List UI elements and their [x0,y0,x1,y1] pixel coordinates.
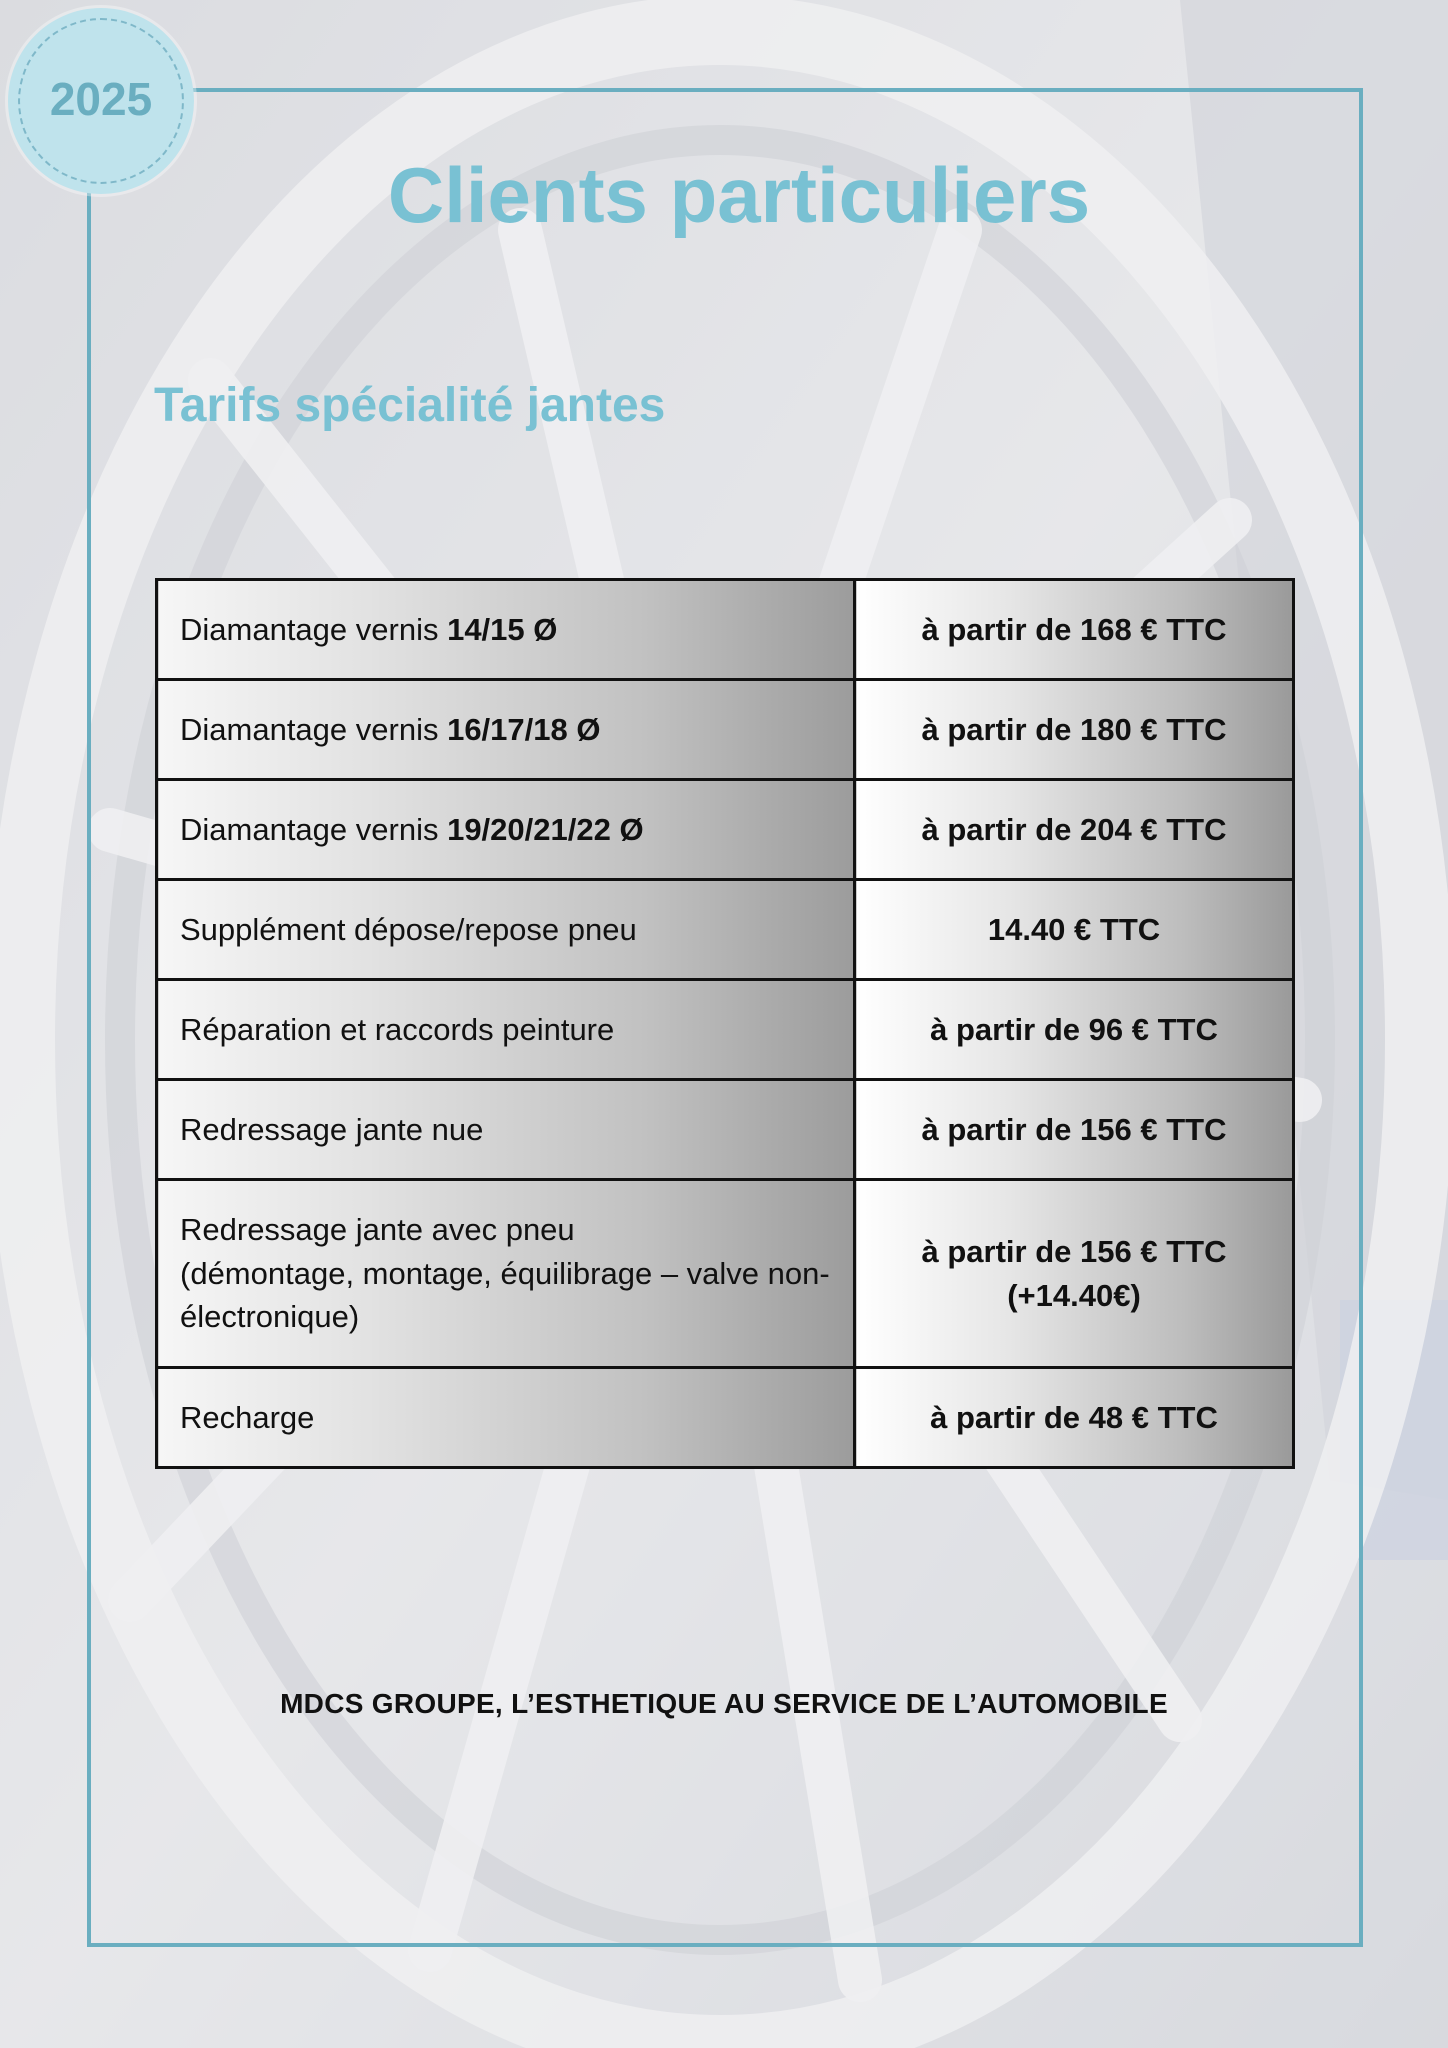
price-label: 14.40 € TTC [987,911,1161,947]
table-row [157,1180,1294,1368]
price-cell [855,1368,1294,1468]
price-label: à partir de 48 € TTC [930,1399,1218,1435]
service-label: Recharge [180,1399,315,1435]
price-cell [855,680,1294,780]
price-label: à partir de 180 € TTC [921,711,1227,747]
rim-size: 16/17/18 Ø [447,711,601,747]
page-subtitle: Tarifs spécialité jantes [154,379,666,432]
price-label: à partir de 96 € TTC [930,1011,1218,1047]
price-cell [855,1080,1294,1180]
table-row [157,1080,1294,1180]
price-cell [855,1180,1294,1368]
service-cell [157,580,855,680]
page-title: Clients particuliers [387,151,1091,239]
service-label: Supplément dépose/repose pneu [180,911,637,947]
table-row [157,680,1294,780]
price-cell [855,980,1294,1080]
footer-tagline: MDCS GROUPE, L’ESTHETIQUE AU SERVICE DE L’AUTOMOBILE [280,1688,1168,1719]
table-row [157,980,1294,1080]
price-label: à partir de 204 € TTC [921,811,1227,847]
service-detail: (démontage, montage, équilibrage – valve non-électronique) [180,1255,830,1335]
price-table [155,578,1295,1469]
service-label: Réparation et raccords peinture [180,1011,615,1047]
table-row [157,880,1294,980]
table-row [157,1368,1294,1468]
price-label: à partir de 168 € TTC [921,611,1227,647]
service-cell [157,780,855,880]
service-label: Diamantage vernis [180,811,448,847]
service-label: Redressage jante nue [180,1111,484,1147]
price-cell [855,780,1294,880]
table-row [157,780,1294,880]
service-cell [157,980,855,1080]
table-row [157,580,1294,680]
service-cell [157,1180,855,1368]
price-label: à partir de 156 € TTC [921,1234,1227,1270]
service-cell [157,1368,855,1468]
rim-size: 19/20/21/22 Ø [447,811,644,847]
price-extra: (+14.40€) [1007,1277,1141,1313]
service-label: Redressage jante avec pneu [180,1212,575,1248]
service-cell [157,680,855,780]
service-cell [157,880,855,980]
service-label: Diamantage vernis [180,711,448,747]
service-cell [157,1080,855,1180]
price-label: à partir de 156 € TTC [921,1111,1227,1147]
service-label: Diamantage vernis [180,611,448,647]
price-cell [855,880,1294,980]
rim-size: 14/15 Ø [447,611,558,647]
price-cell [855,580,1294,680]
year-label: 2025 [49,73,153,125]
